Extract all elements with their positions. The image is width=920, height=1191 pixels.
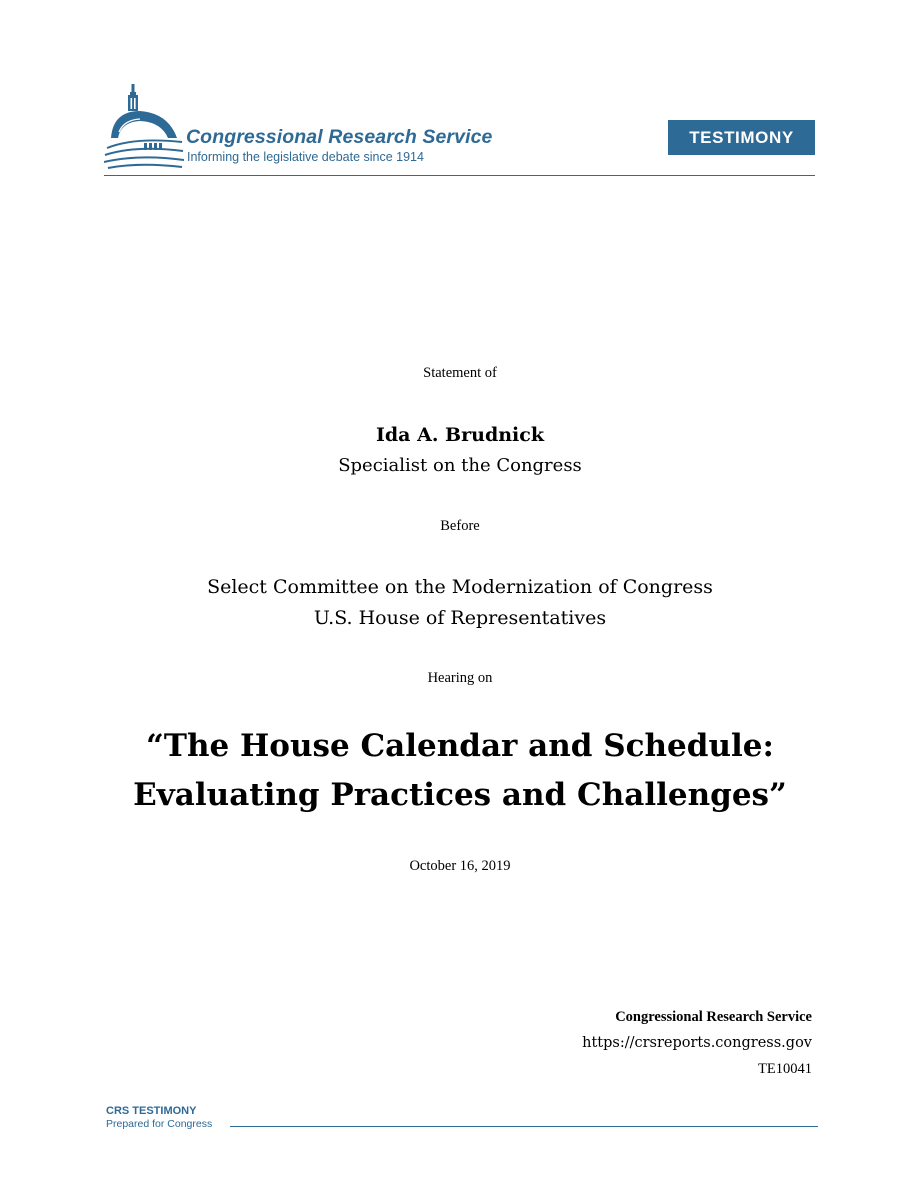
hearing-title-line-2: Evaluating Practices and Challenges”	[133, 777, 787, 813]
hearing-date: October 16, 2019	[409, 858, 511, 874]
org-tagline: Informing the legislative debate since 1914	[187, 150, 424, 164]
before-label: Before	[440, 518, 480, 534]
statement-intro: Statement of	[423, 365, 497, 381]
chamber-name: U.S. House of Representatives	[313, 607, 607, 629]
witness-name: Ida A. Brudnick	[375, 424, 544, 446]
capitol-dome-icon	[104, 80, 184, 172]
org-name: Congressional Research Service	[186, 126, 493, 148]
committee-name: Select Committee on the Modernization of Congress	[207, 576, 713, 598]
footer-divider	[230, 1126, 818, 1127]
footer-series: CRS TESTIMONY	[106, 1105, 197, 1117]
footer-prepared-for: Prepared for Congress	[106, 1118, 213, 1130]
publisher-url[interactable]: https://crsreports.congress.gov	[582, 1035, 812, 1051]
hearing-label: Hearing on	[427, 670, 493, 686]
witness-title: Specialist on the Congress	[338, 455, 582, 476]
report-number: TE10041	[758, 1061, 812, 1077]
testimony-badge: TESTIMONY	[668, 120, 815, 155]
hearing-title-line-1: “The House Calendar and Schedule:	[146, 728, 774, 764]
report-header	[104, 80, 815, 176]
publisher-name: Congressional Research Service	[615, 1009, 812, 1025]
header-divider	[104, 175, 815, 176]
